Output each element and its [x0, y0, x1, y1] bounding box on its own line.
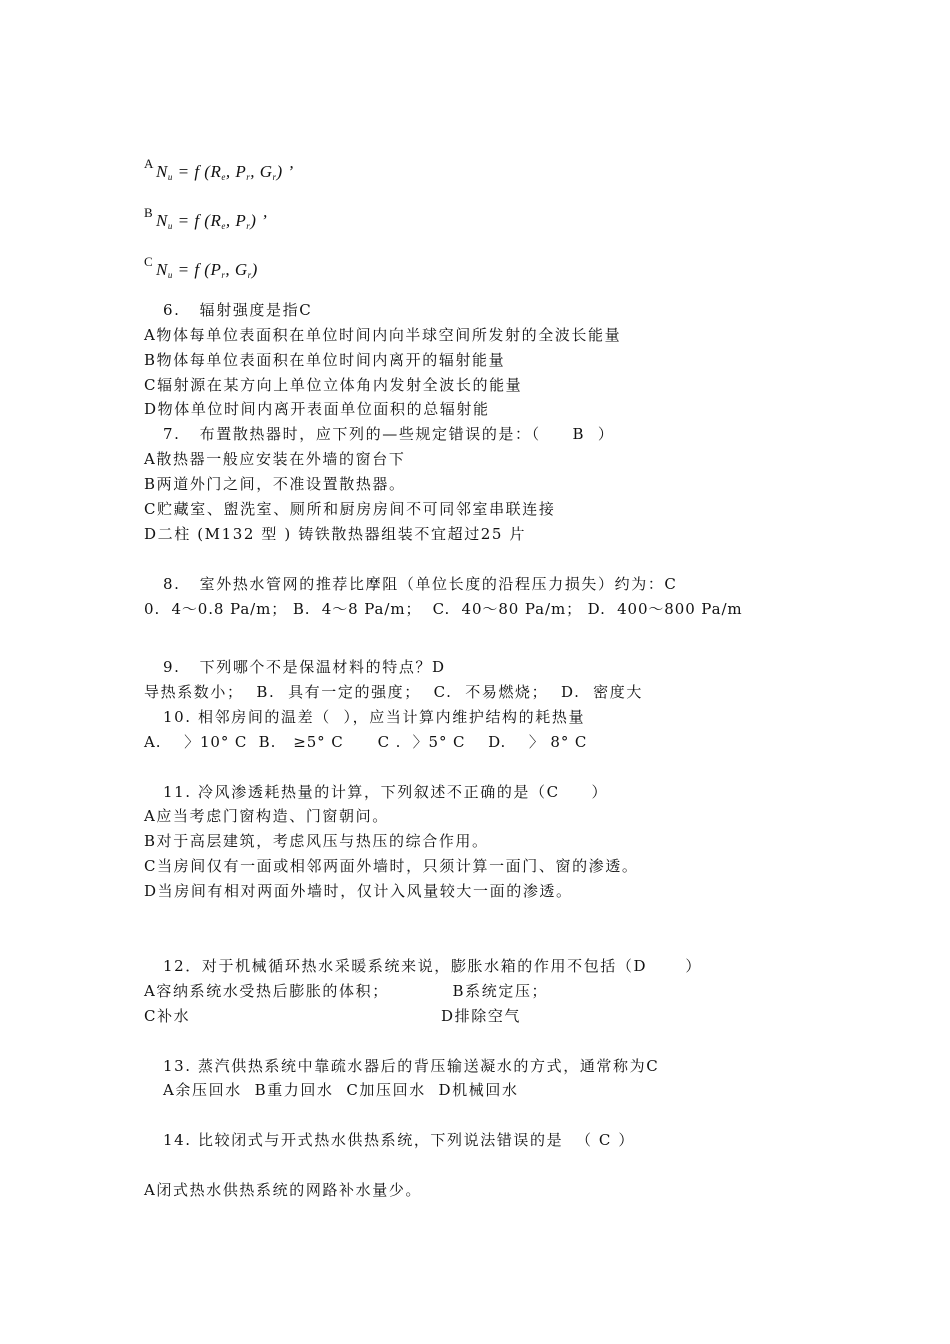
options-13: A余压回水 B重力回水 C加压回水 D机械回水: [163, 1081, 519, 1099]
option-6b: B物体每单位表面积在单位时间内离开的辐射能量: [144, 351, 506, 369]
option-6a: A物体每单位表面积在单位时间内向半球空间所发射的全波长能量: [144, 326, 622, 344]
option-6d: D物体单位时间内离开表面单位面积的总辐射能: [144, 400, 490, 418]
option-12d: D排除空气: [441, 1007, 522, 1025]
option-11c: C当房间仅有一面或相邻两面外墙时，只须计算一面门、窗的渗透。: [144, 857, 639, 875]
question-10: 10. 相邻房间的温差（ ），应当计算内维护结构的耗热量: [163, 708, 586, 726]
question-12: 12．对于机械循环热水采暖系统来说，膨胀水箱的作用不包括（D ）: [163, 957, 702, 975]
question-11: 11. 冷风渗透耗热量的计算，下列叙述不正确的是（C ）: [163, 783, 609, 801]
option-11a: A应当考虑门窗构造、门窗朝问。: [144, 807, 389, 825]
question-7: 7. 布置散热器时，应下列的—些规定错误的是：（ B ）: [163, 425, 615, 443]
formula-label: B: [144, 205, 153, 220]
option-6c: C辐射源在某方向上单位立体角内发射全波长的能量: [144, 376, 523, 394]
options-8: 0. 4～0.8 Pa/m； B. 4～8 Pa/m； C. 40～80 Pa/m； D. 400～800 Pa/m: [144, 600, 743, 618]
question-9: 9. 下列哪个不是保温材料的特点？D: [163, 658, 446, 676]
option-14a: A闭式热水供热系统的网路补水量少。: [144, 1181, 423, 1199]
question-8: 8. 室外热水管网的推荐比摩阻（单位长度的沿程压力损失）约为：C: [163, 575, 678, 593]
formula-label: C: [144, 254, 153, 269]
question-14: 14. 比较闭式与开式热水供热系统，下列说法错误的是 （ C ）: [163, 1131, 635, 1149]
question-6: 6. 辐射强度是指C: [163, 301, 313, 319]
formula-expression: $N_u = f$ ($R_e$, $P_r$, $G_r$) ’: [156, 162, 294, 182]
option-7c: C贮藏室、盥洗室、厕所和厨房房间不可同邻室串联连接: [144, 500, 556, 518]
option-7d: D二柱 (M132 型 ) 铸铁散热器组装不宜超过25 片: [144, 525, 527, 543]
options-9: 导热系数小； B. 具有一定的强度； C. 不易燃烧； D. 密度大: [144, 683, 643, 701]
formula-label: A: [144, 156, 154, 171]
option-11d: D当房间有相对两面外墙时，仅计入风量较大一面的渗透。: [144, 882, 573, 900]
question-13: 13. 蒸汽供热系统中靠疏水器后的背压输送凝水的方式，通常称为C: [163, 1057, 660, 1075]
formula-expression: $N_u = f$ ($P_r$, $G_r$): [156, 260, 258, 280]
option-7b: B两道外门之间，不准设置散热器。: [144, 475, 406, 493]
options-12ab: A容纳系统水受热后膨胀的体积； B系统定压；: [144, 982, 549, 1000]
options-10: A. 〉10° C B. ≥5° C C . 〉5° C D. 〉 8° C: [144, 733, 588, 751]
formula-expression: $N_u = f$ ($R_e$, $P_r$) ’: [156, 211, 268, 231]
option-7a: A散热器一般应安装在外墙的窗台下: [144, 450, 406, 468]
option-12c: C补水: [144, 1007, 191, 1025]
option-11b: B对于高层建筑，考虑风压与热压的综合作用。: [144, 832, 489, 850]
